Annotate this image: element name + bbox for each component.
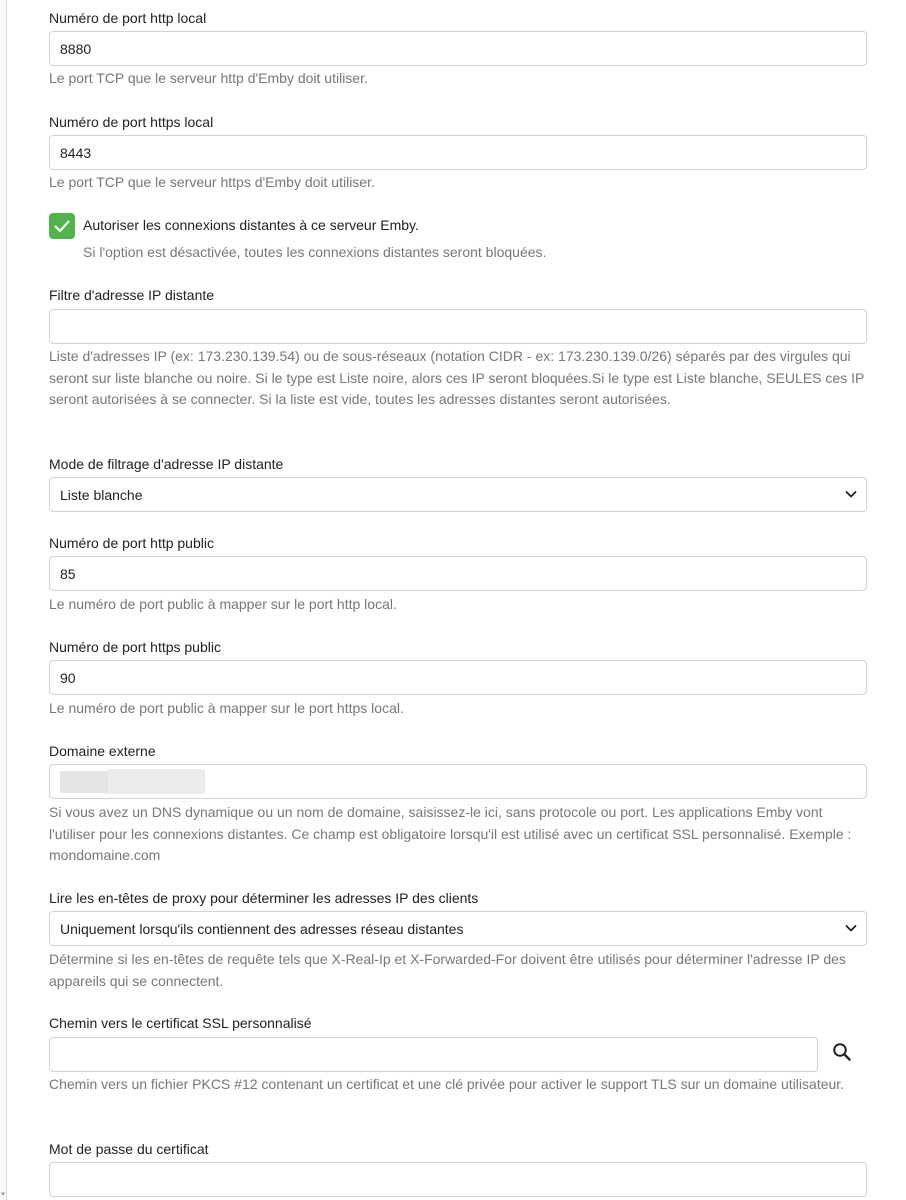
public-https-port-field[interactable] <box>49 660 867 695</box>
local-https-port-help: Le port TCP que le serveur https d'Emby doit utiliser. <box>49 174 375 190</box>
remote-ip-filter-help: Liste d'adresses IP (ex: 173.230.139.54) ou de sous-réseaux (notation CIDR - ex: 173.230.139.0/26) séparés par des virgules qui seront sur liste blanche ou noire. Si le type est Liste noire, alors ces IP seront bloquées.Si le type est Liste blanche, SEULES ces IP seront autorisées à se connecter. Si la liste est vide, toutes les adresses distantes seront autorisées. <box>49 348 865 407</box>
search-icon <box>829 1039 855 1065</box>
proxy-headers-value: Uniquement lorsqu'ils contiennent des adresses réseau distantes <box>60 921 464 937</box>
remote-ip-filter-input[interactable] <box>50 310 866 343</box>
ssl-cert-path-input[interactable] <box>50 1038 817 1071</box>
public-https-port-label: Numéro de port https public <box>49 639 221 655</box>
proxy-headers-label: Lire les en-têtes de proxy pour déterminer les adresses IP des clients <box>49 890 479 906</box>
remote-ip-filter-mode-value: Liste blanche <box>60 487 143 503</box>
public-https-port-input[interactable] <box>50 661 866 694</box>
allow-remote-help: Si l'option est désactivée, toutes les connexions distantes seront bloquées. <box>83 244 547 260</box>
scrollbar[interactable] <box>0 0 7 1200</box>
local-https-port-input[interactable] <box>50 136 866 169</box>
local-http-port-label: Numéro de port http local <box>49 10 207 26</box>
public-http-port-label: Numéro de port http public <box>49 535 214 551</box>
allow-remote-label[interactable]: Autoriser les connexions distantes à ce serveur Emby. <box>83 217 419 233</box>
chevron-down-icon <box>844 487 858 501</box>
proxy-headers-help: Détermine si les en-têtes de requête tels que X-Real-Ip et X-Forwarded-For doivent être utilisés pour déterminer l'adresse IP des appareils qui se connectent. <box>49 951 846 989</box>
local-https-port-label: Numéro de port https local <box>49 114 214 130</box>
public-http-port-field[interactable] <box>49 556 867 591</box>
local-http-port-help: Le port TCP que le serveur http d'Emby doit utiliser. <box>49 70 368 86</box>
scroll-down-arrow-icon[interactable]: ▾ <box>1 1191 5 1198</box>
remote-ip-filter-mode-select[interactable] <box>49 477 867 512</box>
remote-ip-filter-label: Filtre d'adresse IP distante <box>49 287 215 303</box>
check-icon <box>53 217 71 235</box>
allow-remote-checkbox[interactable] <box>49 213 75 239</box>
local-https-port-field[interactable] <box>49 135 867 170</box>
cert-password-input[interactable] <box>50 1163 866 1196</box>
browse-cert-button[interactable] <box>829 1039 855 1065</box>
local-http-port-field[interactable] <box>49 31 867 66</box>
chevron-down-icon <box>844 921 858 935</box>
public-http-port-input[interactable] <box>50 557 866 590</box>
external-domain-label: Domaine externe <box>49 743 156 759</box>
ssl-cert-path-field[interactable] <box>49 1037 818 1072</box>
public-https-port-help: Le numéro de port public à mapper sur le port https local. <box>49 700 404 716</box>
remote-ip-filter-mode-label: Mode de filtrage d'adresse IP distante <box>49 456 284 472</box>
cert-password-field[interactable] <box>49 1162 867 1197</box>
remote-ip-filter-field[interactable] <box>49 309 867 344</box>
public-http-port-help: Le numéro de port public à mapper sur le port http local. <box>49 596 397 612</box>
ssl-cert-path-help: Chemin vers un fichier PKCS #12 contenant un certificat et une clé privée pour activer le support TLS sur un domaine utilisateur. <box>49 1076 845 1092</box>
ssl-cert-path-label: Chemin vers le certificat SSL personnalisé <box>49 1015 312 1031</box>
external-domain-field[interactable] <box>49 764 867 799</box>
external-domain-help: Si vous avez un DNS dynamique ou un nom de domaine, saisissez-le ici, sans protocole ou port. Les applications Emby vont l'utiliser pour les connexions distantes. Ce champ est obligatoire lorsqu'il est utilisé avec un certificat SSL personnalisé. Exemple : mondomaine.com <box>49 804 852 863</box>
cert-password-label: Mot de passe du certificat <box>49 1141 209 1157</box>
proxy-headers-select[interactable] <box>49 911 867 946</box>
external-domain-input[interactable] <box>50 765 866 798</box>
local-http-port-input[interactable] <box>50 32 866 65</box>
